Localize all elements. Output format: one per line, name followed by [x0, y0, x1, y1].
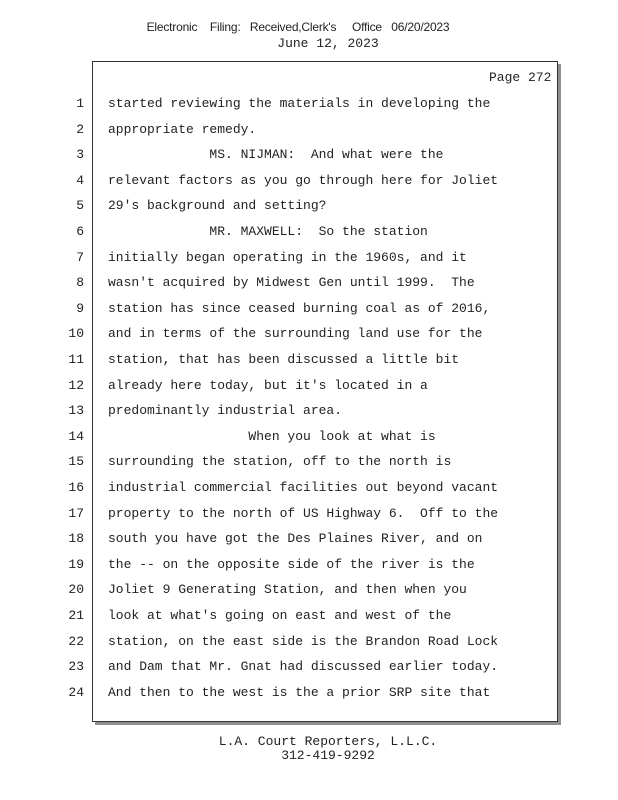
line-text: already here today, but it's located in a — [108, 378, 428, 393]
line-text: look at what's going on east and west of the — [108, 608, 452, 623]
footer-company: L.A. Court Reporters, L.L.C. — [218, 734, 438, 749]
line-text: MS. NIJMAN: And what were the — [108, 147, 444, 162]
line-number: 15 — [68, 454, 84, 469]
line-text: station, on the east side is the Brandon Road Lock — [108, 634, 499, 649]
line-text: predominantly industrial area. — [108, 403, 343, 418]
line-text: south you have got the Des Plaines River, and on — [108, 531, 483, 546]
page-number: Page 272 — [489, 70, 552, 85]
line-number: 4 — [76, 173, 84, 188]
line-number: 3 — [76, 147, 84, 162]
line-number: 22 — [68, 634, 84, 649]
line-text: station has since ceased burning coal as of 2016, — [108, 301, 491, 316]
footer-phone: 312-419-9292 — [281, 748, 375, 763]
line-number: 21 — [68, 608, 84, 623]
line-number: 8 — [76, 275, 84, 290]
line-text: property to the north of US Highway 6. Off to the — [108, 506, 499, 521]
line-number: 18 — [68, 531, 84, 546]
line-text: MR. MAXWELL: So the station — [108, 224, 428, 239]
line-number: 17 — [68, 506, 84, 521]
line-number: 7 — [76, 250, 84, 265]
line-text: 29's background and setting? — [108, 198, 327, 213]
filing-stamp: Electronic Filing: Received,Clerk's Office 06/20/2023 — [146, 20, 450, 34]
line-text: wasn't acquired by Midwest Gen until 1999. The — [108, 275, 475, 290]
line-text: Joliet 9 Generating Station, and then when you — [108, 582, 467, 597]
line-text: relevant factors as you go through here for Joliet — [108, 173, 499, 188]
line-number: 23 — [68, 659, 84, 674]
line-number: 12 — [68, 378, 84, 393]
line-number: 13 — [68, 403, 84, 418]
line-text: And then to the west is the a prior SRP site that — [108, 685, 491, 700]
line-number: 11 — [68, 352, 84, 367]
line-number: 1 — [76, 96, 84, 111]
line-text: appropriate remedy. — [108, 122, 257, 137]
line-number: 16 — [68, 480, 84, 495]
line-number: 20 — [68, 582, 84, 597]
line-number: 24 — [68, 685, 84, 700]
transcript-date: June 12, 2023 — [277, 36, 379, 51]
line-text: and Dam that Mr. Gnat had discussed earlier today. — [108, 659, 499, 674]
line-number: 14 — [68, 429, 84, 444]
line-number: 5 — [76, 198, 84, 213]
line-number: 6 — [76, 224, 84, 239]
line-number: 2 — [76, 122, 84, 137]
line-number: 19 — [68, 557, 84, 572]
line-text: the -- on the opposite side of the river is the — [108, 557, 475, 572]
line-number: 9 — [76, 301, 84, 316]
line-text: When you look at what is — [108, 429, 436, 444]
line-number: 10 — [68, 326, 84, 341]
line-text: station, that has been discussed a little bit — [108, 352, 460, 367]
line-text: industrial commercial facilities out beyond vacant — [108, 480, 499, 495]
line-text: and in terms of the surrounding land use for the — [108, 326, 483, 341]
line-text: started reviewing the materials in developing the — [108, 96, 491, 111]
line-text: initially began operating in the 1960s, and it — [108, 250, 467, 265]
line-text: surrounding the station, off to the north is — [108, 454, 452, 469]
